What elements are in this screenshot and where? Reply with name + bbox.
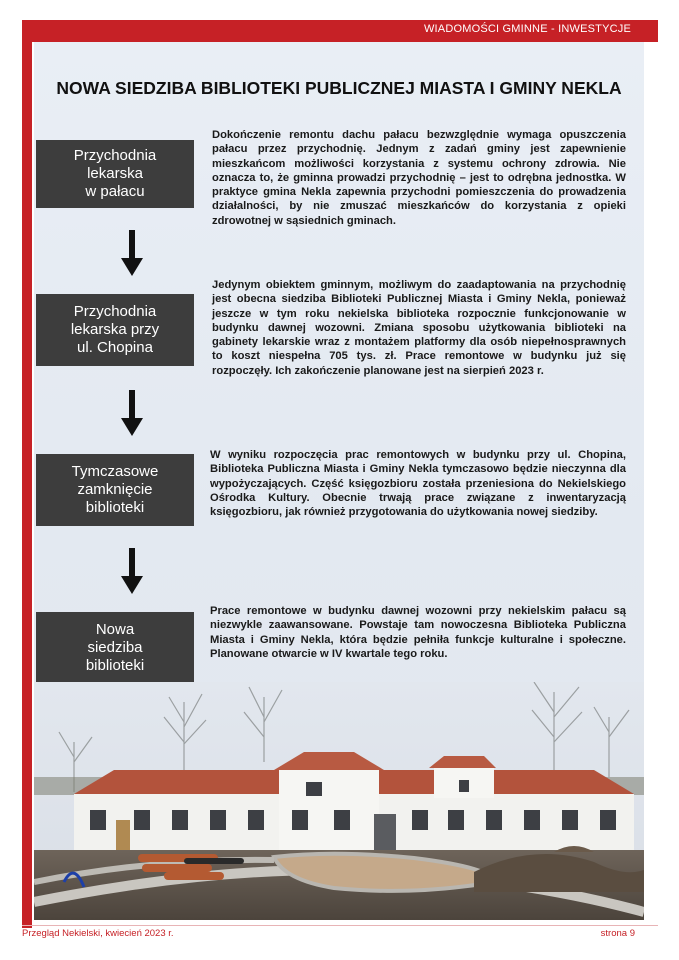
- step-text-clinic-chopina: Jedynym obiektem gminnym, możliwym do zaadaptowania na przychodnię jest obecna siedziba Biblioteki Publicznej Miasta i Gminy Nekla, ponieważ jeszcze w tym roku nekielska biblioteka rozpocznie funkcjonowanie w budynku dawnej wozowni. Zmiana sposobu użytkowania biblioteki na gabinety lekarskie wraz z montażem platformy dla osób niepełnosprawnych to koszt niespełna 705 tys. zł. Prace remontowe w budynku już się rozpoczęły. Ich zakończenie planowane jest na sierpień 2023 r.: [212, 279, 626, 377]
- content-panel: [34, 42, 644, 920]
- step-label-line: siedziba: [87, 639, 143, 656]
- step-label-line: biblioteki: [85, 499, 145, 516]
- section-tag: WIADOMOŚCI GMINNE - INWESTYCJE: [423, 23, 631, 35]
- step-label-line: Przychodnia: [73, 303, 157, 320]
- step-text-new-library: Prace remontowe w budynku dawnej wozowni przy nekielskim pałacu są niezwykle zaawansowane. Powstaje tam nowoczesna Biblioteka Publiczna Miasta i Gminy Nekla, która będzie pełniła funkcje kulturalne i społeczne. Planowane otwarcie w IV kwartale tego roku.: [210, 605, 626, 660]
- footer-divider: [22, 925, 658, 926]
- step-label-line: biblioteki: [85, 657, 145, 674]
- arrow-down-icon: [120, 548, 144, 594]
- step-label-new-library: [36, 612, 194, 684]
- page-title: NOWA SIEDZIBA BIBLIOTEKI PUBLICZNEJ MIASTA I GMINY NEKLA: [56, 78, 622, 98]
- arrow-down-icon: [120, 390, 144, 436]
- step-label-clinic-chopina: [36, 294, 194, 366]
- footer-page-number: strona 9: [600, 928, 635, 939]
- step-text-clinic-palace: Dokończenie remontu dachu pałacu bezwzględnie wymaga opuszczenia pałacu przez przychodnię. Jednym z zadań gminy jest zapewnienie mieszkańcom możliwości korzystania z systemu ochrony zdrowia. Nie oznacza to, że gminna prowadzi przychodnię – jest to odrębna jednostka. W praktyce gmina Nekla zapewnia przychodni pomieszczenia do prowadzenia działalności, by nie zmuszać mieszkańców do korzystania z opieki zdrowotnej w sąsiednich gminach.: [212, 129, 626, 227]
- left-accent-bar: [22, 20, 32, 928]
- step-text-library-closure: W wyniku rozpoczęcia prac remontowych w budynku przy ul. Chopina, Biblioteka Publiczna Miasta i Gminy Nekla tymczasowo będzie nieczynna dla wypożyczających. Część księgozbioru została przeniesiona do Nekielskiego Ośrodka Kultury. Obecnie trwają prace związane z inwentaryzacją księgozbioru, jak również przygotowania do użytkowania nowej siedziby.: [210, 449, 626, 519]
- step-label-line: w pałacu: [85, 183, 145, 200]
- step-label-line: lekarska przy: [70, 321, 160, 338]
- step-label-line: zamknięcie: [77, 481, 153, 498]
- arrow-down-icon: [120, 230, 144, 276]
- step-label-line: ul. Chopina: [77, 339, 153, 356]
- step-label-line: Tymczasowe: [71, 463, 159, 480]
- footer-publication: Przegląd Nekielski, kwiecień 2023 r.: [22, 928, 174, 939]
- step-label-library-closure: [36, 454, 194, 526]
- step-label-clinic-palace: [36, 140, 194, 208]
- step-label-line: lekarska: [87, 165, 143, 182]
- step-label-line: Przychodnia: [73, 147, 157, 164]
- building-photo: [34, 682, 644, 920]
- step-label-line: Nowa: [95, 621, 135, 638]
